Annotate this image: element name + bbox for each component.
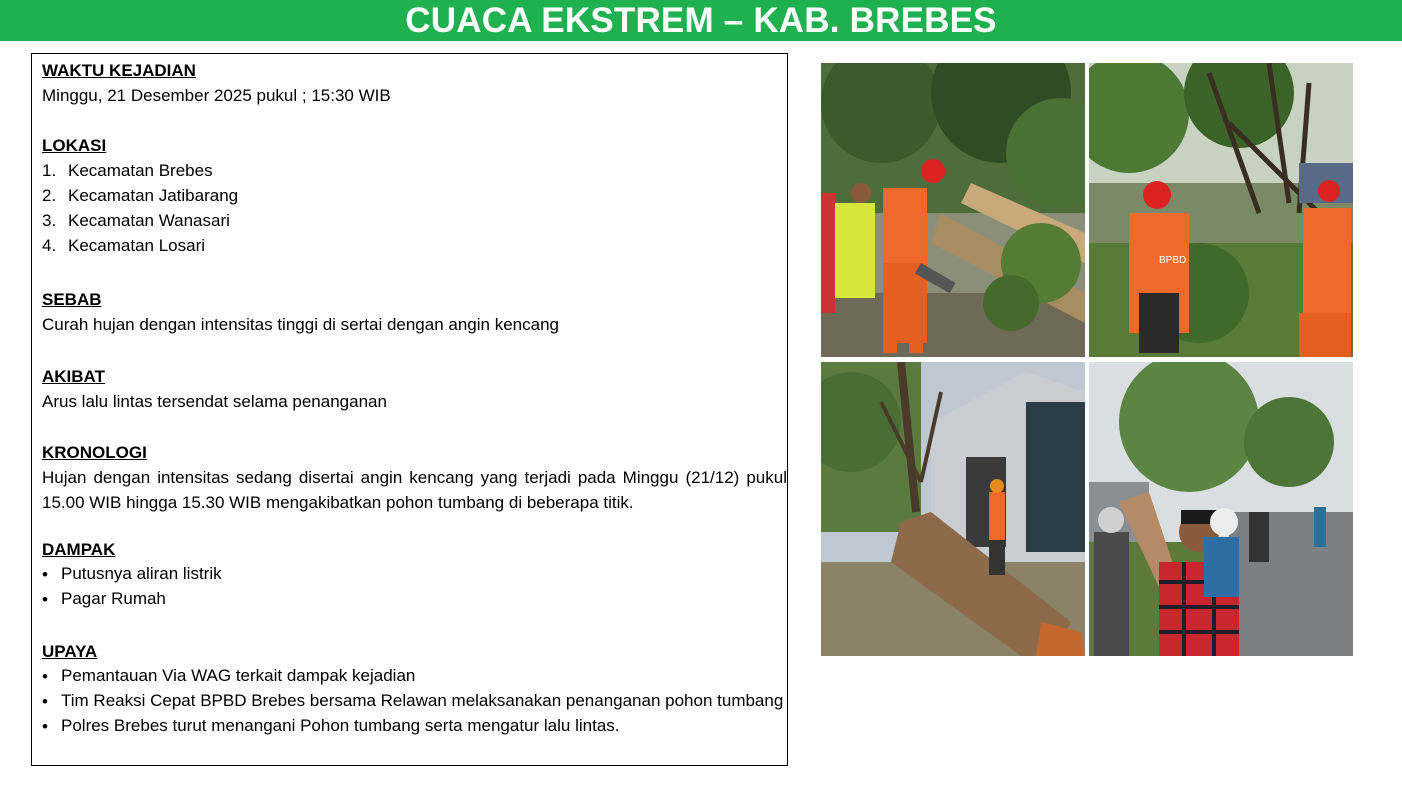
list-number: 3. xyxy=(42,211,57,230)
section-sebab xyxy=(42,287,787,337)
akibat-text: Arus lalu lintas tersendat selama penanganan xyxy=(42,392,387,411)
bullet: • xyxy=(42,667,48,686)
vest-text: BPBD xyxy=(1159,255,1187,266)
list-number: 1. xyxy=(42,161,57,180)
list-text: Kecamatan Jatibarang xyxy=(68,186,239,205)
section-kronologi xyxy=(42,440,787,515)
list-item xyxy=(42,183,787,208)
heading-kronologi: KRONOLOGI xyxy=(42,443,147,462)
list-item xyxy=(42,714,787,739)
list-text: Putusnya aliran listrik xyxy=(61,564,222,583)
section-dampak xyxy=(42,537,787,612)
photo-fallen-tree-on-house-icon xyxy=(821,362,1085,656)
dampak-list xyxy=(42,562,787,612)
list-text: Pemantauan Via WAG terkait dampak kejadian xyxy=(61,666,416,685)
photo-chainsaw-crew-icon xyxy=(821,63,1085,357)
bullet: • xyxy=(42,590,48,609)
list-number: 2. xyxy=(42,186,57,205)
upaya-list xyxy=(42,664,787,739)
list-text: Tim Reaksi Cepat BPBD Brebes bersama Relawan melaksanakan penanganan pohon tumbang xyxy=(61,691,784,710)
photo-fallen-tree-roadside-icon xyxy=(1089,362,1353,656)
section-lokasi xyxy=(42,133,787,258)
heading-upaya: UPAYA xyxy=(42,642,98,661)
list-text: Pagar Rumah xyxy=(61,589,166,608)
list-text: Kecamatan Brebes xyxy=(68,161,213,180)
bullet: • xyxy=(42,565,48,584)
waktu-text: Minggu, 21 Desember 2025 pukul ; 15:30 WIB xyxy=(42,86,391,105)
page-title: CUACA EKSTREM – KAB. BREBES xyxy=(0,0,1402,41)
list-item xyxy=(42,562,787,587)
list-item xyxy=(42,158,787,183)
bullet: • xyxy=(42,692,48,711)
list-item xyxy=(42,689,787,714)
photo-officers-clearing-branches-icon xyxy=(1089,63,1353,357)
heading-waktu: WAKTU KEJADIAN xyxy=(42,61,196,80)
heading-akibat: AKIBAT xyxy=(42,367,105,386)
incident-info-panel xyxy=(31,53,788,766)
heading-sebab: SEBAB xyxy=(42,290,102,309)
kronologi-text: Hujan dengan intensitas sedang disertai angin kencang yang terjadi pada Minggu (21/12) pukul 15.00 WIB hingga 15.30 WIB mengakibatkan pohon tumbang di beberapa titik. xyxy=(42,468,787,512)
list-item xyxy=(42,233,787,258)
photo-chainsaw-crew xyxy=(821,63,1085,357)
list-item xyxy=(42,587,787,612)
list-item xyxy=(42,664,787,689)
heading-dampak: DAMPAK xyxy=(42,540,116,559)
heading-lokasi: LOKASI xyxy=(42,136,107,155)
list-text: Kecamatan Wanasari xyxy=(68,211,230,230)
list-text: Polres Brebes turut menangani Pohon tumbang serta mengatur lalu lintas. xyxy=(61,716,620,735)
section-waktu xyxy=(42,58,787,108)
photo-fallen-tree-roadside xyxy=(1089,362,1353,656)
list-item xyxy=(42,208,787,233)
list-number: 4. xyxy=(42,236,57,255)
bullet: • xyxy=(42,717,48,736)
section-akibat xyxy=(42,364,787,414)
section-upaya xyxy=(42,639,787,739)
photo-officers-clearing-branches xyxy=(1089,63,1353,357)
list-text: Kecamatan Losari xyxy=(68,236,206,255)
lokasi-list xyxy=(42,158,787,258)
sebab-text: Curah hujan dengan intensitas tinggi di sertai dengan angin kencang xyxy=(42,315,559,334)
photo-fallen-tree-on-house xyxy=(821,362,1085,656)
